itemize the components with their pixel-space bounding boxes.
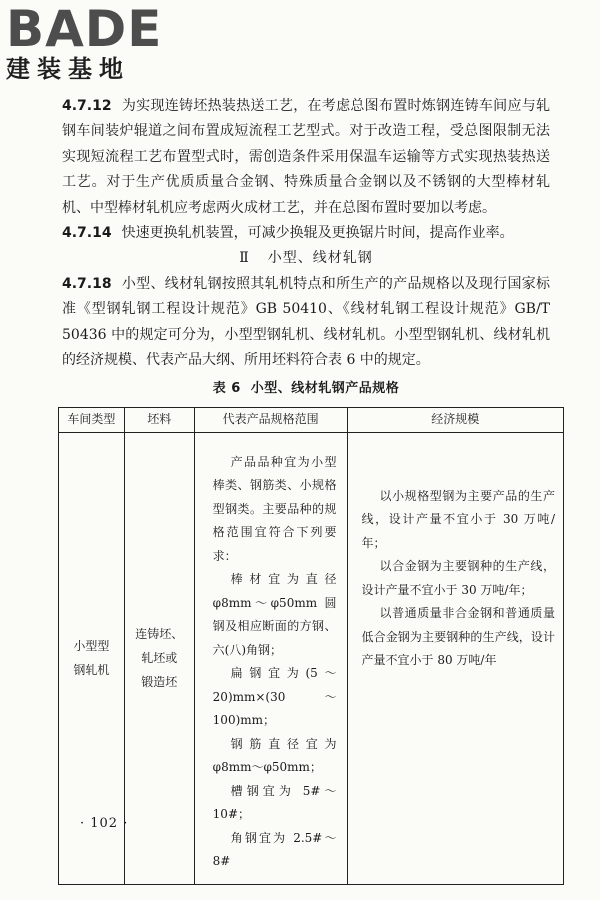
logo-subtitle: 建装基地 bbox=[6, 55, 130, 83]
product-spec-table bbox=[58, 407, 564, 885]
cell-text: 轧坯或 bbox=[141, 651, 178, 666]
cell-billet bbox=[124, 432, 194, 884]
clause-text: 为实现连铸坯热装热送工艺，在考虑总图布置时炼钢连铸车间应与轧钢车间装炉辊道之间布置成短流程工艺型式。对于改造工程，受总图限制无法实现短流程工艺布置型式时，需创造条件采用保温车运输等方式实现热装热送工艺。对于生产优质质量合金钢、特殊质量合金钢以及不锈钢的大型棒材轧机、中型棒材轧机应考虑两火成材工艺，并在总图布置时要加以考虑。 bbox=[62, 98, 550, 216]
header-billet: 坯料 bbox=[124, 407, 194, 432]
header-economic-scale: 经济规模 bbox=[347, 407, 564, 432]
cell-economic-scale bbox=[347, 432, 564, 884]
document-body bbox=[62, 94, 555, 885]
cell-product-range bbox=[194, 432, 347, 884]
table-title: 小型、线材轧钢产品规格 bbox=[250, 381, 400, 397]
clause-4-7-14 bbox=[62, 221, 550, 246]
product-line: 产品品种宜为小型棒类、钢筋类、小规格型钢类。主要品种的规格范围宜符合下列要求： bbox=[212, 454, 337, 563]
logo-wordmark: BADE bbox=[6, 0, 163, 58]
cell-text: 小型型 bbox=[73, 639, 110, 654]
cell-text: 锻造坯 bbox=[141, 675, 178, 690]
cell-text: 钢轧机 bbox=[73, 663, 110, 678]
clause-text: 快速更换轧机装置，可减少换辊及更换锯片时间，提高作业率。 bbox=[121, 225, 514, 242]
scale-line: 以普通质量非合金钢和普通质量低合金钢为主要钢种的生产线，设计产量不宜小于 80 万吨/年 bbox=[361, 606, 555, 668]
product-line: 扁钢宜为(5～20)mm×(30～100)mm； bbox=[212, 666, 337, 728]
clause-text: 小型、线材轧钢按照其轧机特点和所生产的产品规格以及现行国家标准《型钢轧钢工程设计规范》GB 50410、《线材轧钢工程设计规范》GB/T 50436 中的规定可分为，小型型钢轧机、线材轧机。小型型钢轧机、线材轧机的经济规模、代表产品大纲、所用坯料符合表 6 中的规定。 bbox=[62, 275, 550, 369]
table-caption bbox=[62, 376, 550, 401]
product-line: 槽钢宜为 5#～10#； bbox=[212, 783, 337, 822]
cell-text: 连铸坯、 bbox=[135, 627, 184, 642]
product-line: 角钢宜为 2.5#～8# bbox=[212, 830, 337, 869]
bade-logo bbox=[6, 0, 186, 83]
section-roman-numeral: Ⅱ bbox=[239, 250, 250, 267]
product-line: 钢筋直径宜为 φ8mm～φ50mm； bbox=[212, 736, 337, 775]
scale-line: 以小规格型钢为主要产品的生产线，设计产量不宜小于 30 万吨/年； bbox=[361, 488, 555, 550]
section-title-text: 小型、线材轧钢 bbox=[267, 250, 373, 267]
section-heading bbox=[62, 246, 550, 271]
page-number: · 102 · bbox=[80, 816, 129, 831]
clause-number: 4.7.12 bbox=[62, 98, 112, 114]
clause-4-7-18 bbox=[62, 272, 550, 374]
table-header-row bbox=[59, 407, 564, 432]
product-line: 棒材宜为直径 φ8mm～φ50mm 圆钢及相应断面的方钢、六(八)角钢； bbox=[212, 572, 337, 657]
header-workshop-type: 车间类型 bbox=[59, 407, 125, 432]
clause-number: 4.7.14 bbox=[62, 225, 112, 242]
table-row bbox=[59, 432, 564, 884]
clause-4-7-12 bbox=[62, 94, 550, 221]
clause-number: 4.7.18 bbox=[62, 275, 112, 292]
table-number: 表 6 bbox=[212, 381, 241, 397]
header-product-range: 代表产品规格范围 bbox=[194, 407, 347, 432]
scale-line: 以合金钢为主要钢种的生产线，设计产量不宜小于 30 万吨/年； bbox=[361, 559, 555, 597]
